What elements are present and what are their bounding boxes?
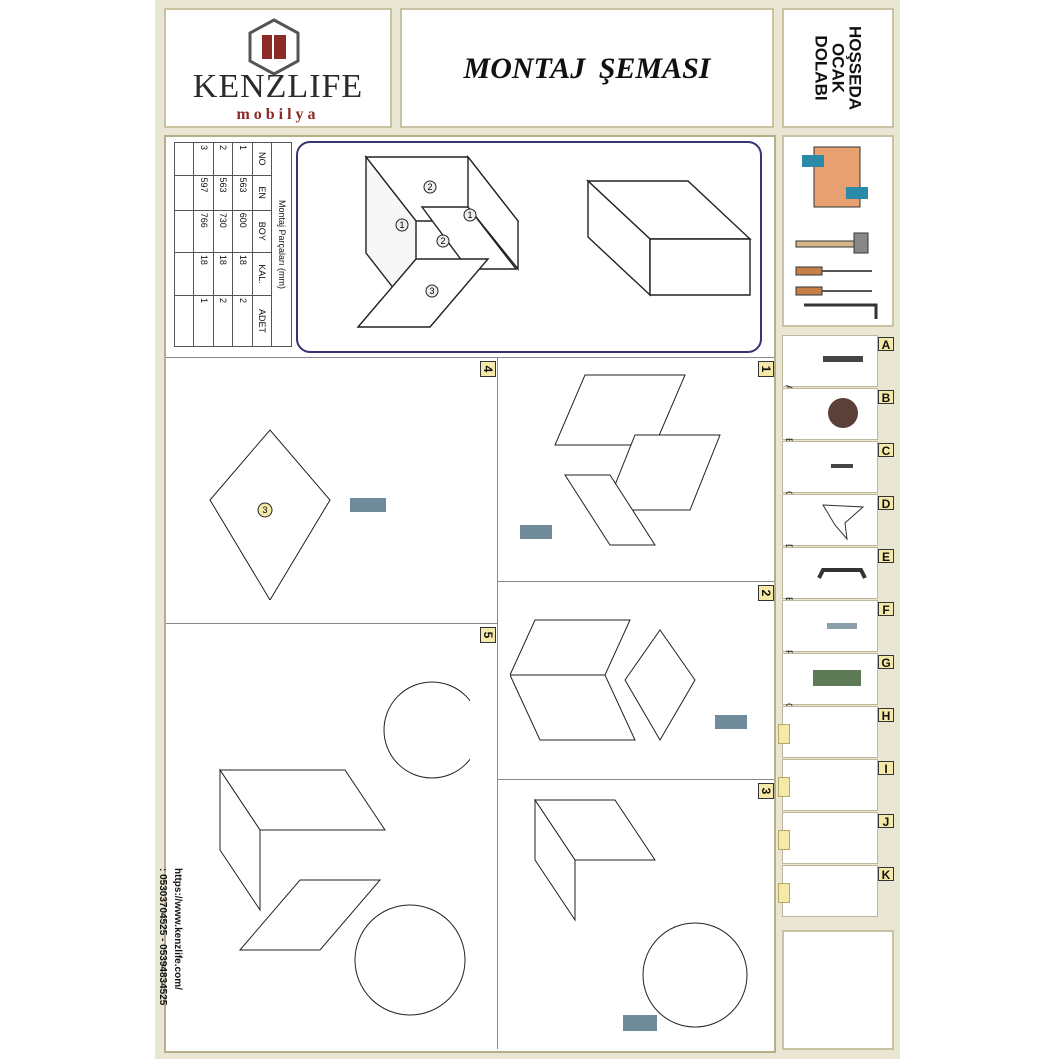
cap-icon [783, 389, 877, 439]
hardware-letter: G [878, 655, 894, 669]
product-title-line: HOŞSEDA [845, 25, 865, 111]
hardware-letter: K [878, 867, 894, 881]
small-screw-icon [783, 442, 877, 492]
website-link[interactable]: https://www.kenzlife.com/ [172, 868, 183, 990]
logo-panel [164, 8, 392, 128]
hardware-row-k [782, 865, 894, 917]
hardware-letter: D [878, 496, 894, 510]
hardware-tab [778, 830, 790, 850]
tools-illustration [784, 137, 892, 325]
column-header: KAL. [253, 252, 273, 295]
table-cell: 563 [233, 175, 253, 210]
hardware-cell [782, 865, 878, 917]
hardware-row-b [782, 388, 894, 440]
hammer-icon [796, 241, 862, 247]
column-header: EN [253, 175, 273, 210]
exploded-view-drawing [298, 143, 760, 351]
brand-name: KENZLIFE [192, 68, 364, 105]
hardware-cell [782, 547, 878, 599]
svg-text:2: 2 [427, 182, 433, 192]
hardware-cell [782, 812, 878, 864]
hardware-cell [782, 600, 878, 652]
hardware-cell [782, 388, 878, 440]
overview-diagram [296, 141, 762, 353]
svg-text:2: 2 [440, 236, 446, 246]
hardware-row-h [782, 706, 894, 758]
column-header: NO [253, 143, 273, 176]
hardware-letter: I [878, 761, 894, 775]
column-header: ADET [253, 295, 273, 346]
title-panel [400, 8, 774, 128]
bolt-icon [783, 601, 877, 651]
svg-text:3: 3 [262, 505, 268, 515]
step-number: 1 [758, 361, 774, 377]
step-number: 2 [758, 585, 774, 601]
hardware-row-a [782, 335, 894, 387]
hardware-row-i [782, 759, 894, 811]
table-cell: 18 [214, 252, 234, 295]
column-header: BOY [253, 210, 273, 252]
step-number: 3 [758, 783, 774, 799]
screwdriver-icon [796, 267, 822, 275]
table-row [194, 143, 214, 347]
drill-icon [350, 498, 386, 512]
svg-text:1: 1 [399, 220, 405, 230]
drill-icon [715, 715, 747, 729]
screwdriver-icon [796, 287, 822, 295]
parts-table [174, 142, 292, 347]
table-cell: 2 [214, 295, 234, 346]
hardware-letter: H [878, 708, 894, 722]
hardware-row-j [782, 812, 894, 864]
hardware-cell [782, 335, 878, 387]
allen-key-icon [804, 305, 876, 319]
step-number: 5 [480, 627, 496, 643]
step-number: 4 [480, 361, 496, 377]
step-1-drawing [515, 370, 755, 575]
hardware-cell [782, 706, 878, 758]
table-cell: 766 [194, 210, 214, 252]
hardware-row-d [782, 494, 894, 546]
product-title-line: DOLABI [811, 35, 831, 101]
page-title: MONTAJ ŞEMASI [463, 52, 711, 85]
table-cell: 2 [214, 143, 234, 176]
svg-text:1: 1 [467, 210, 473, 220]
hardware-cell [782, 653, 878, 705]
handle-icon [783, 548, 877, 598]
table-row [214, 143, 234, 347]
empty-panel [782, 930, 894, 1050]
hardware-row-e [782, 547, 894, 599]
tools-panel [782, 135, 894, 327]
table-cell: 730 [214, 210, 234, 252]
hardware-tab [778, 724, 790, 744]
table-cell: 1 [233, 143, 253, 176]
hardware-letter: J [878, 814, 894, 828]
leg-bracket-icon [783, 495, 877, 545]
step-5-drawing [200, 680, 470, 1045]
brand-subtitle: mobilya [236, 106, 320, 123]
step-2-drawing [510, 600, 755, 770]
table-cell: 3 [194, 143, 214, 176]
hardware-row-g [782, 653, 894, 705]
table-cell: 2 [233, 295, 253, 346]
product-title-line: OCAK [828, 42, 848, 94]
hardware-row-f [782, 600, 894, 652]
hardware-letter: E [878, 549, 894, 563]
hardware-letter: A [878, 337, 894, 351]
table-cell: 600 [233, 210, 253, 252]
hardware-tab [778, 883, 790, 903]
table-cell: 18 [194, 252, 214, 295]
hinge-icon [783, 654, 877, 704]
svg-text:3: 3 [429, 286, 435, 296]
table-row [233, 143, 253, 347]
hardware-row-c [782, 441, 894, 493]
hardware-letter: F [878, 602, 894, 616]
step-3-drawing [505, 790, 760, 1045]
hardware-cell [782, 494, 878, 546]
hardware-letter: B [878, 390, 894, 404]
phone-number: : 05303704525 - 05394834525 [157, 868, 168, 1006]
step-4-drawing [200, 420, 400, 600]
drill-icon [520, 525, 552, 539]
table-cell: 597 [194, 175, 214, 210]
screw-icon [783, 336, 877, 386]
hardware-tab [778, 777, 790, 797]
table-cell: 563 [214, 175, 234, 210]
hardware-cell [782, 759, 878, 811]
table-cell: 18 [233, 252, 253, 295]
product-title [813, 26, 864, 110]
product-panel [782, 8, 894, 128]
clamp-icon [846, 187, 868, 199]
table-cell: 1 [194, 295, 214, 346]
clamp-icon [802, 155, 824, 167]
hardware-letter: C [878, 443, 894, 457]
parts-table-caption: Montaj Parçaları (mm) [272, 143, 292, 347]
hardware-cell [782, 441, 878, 493]
drill-icon [623, 1015, 657, 1031]
